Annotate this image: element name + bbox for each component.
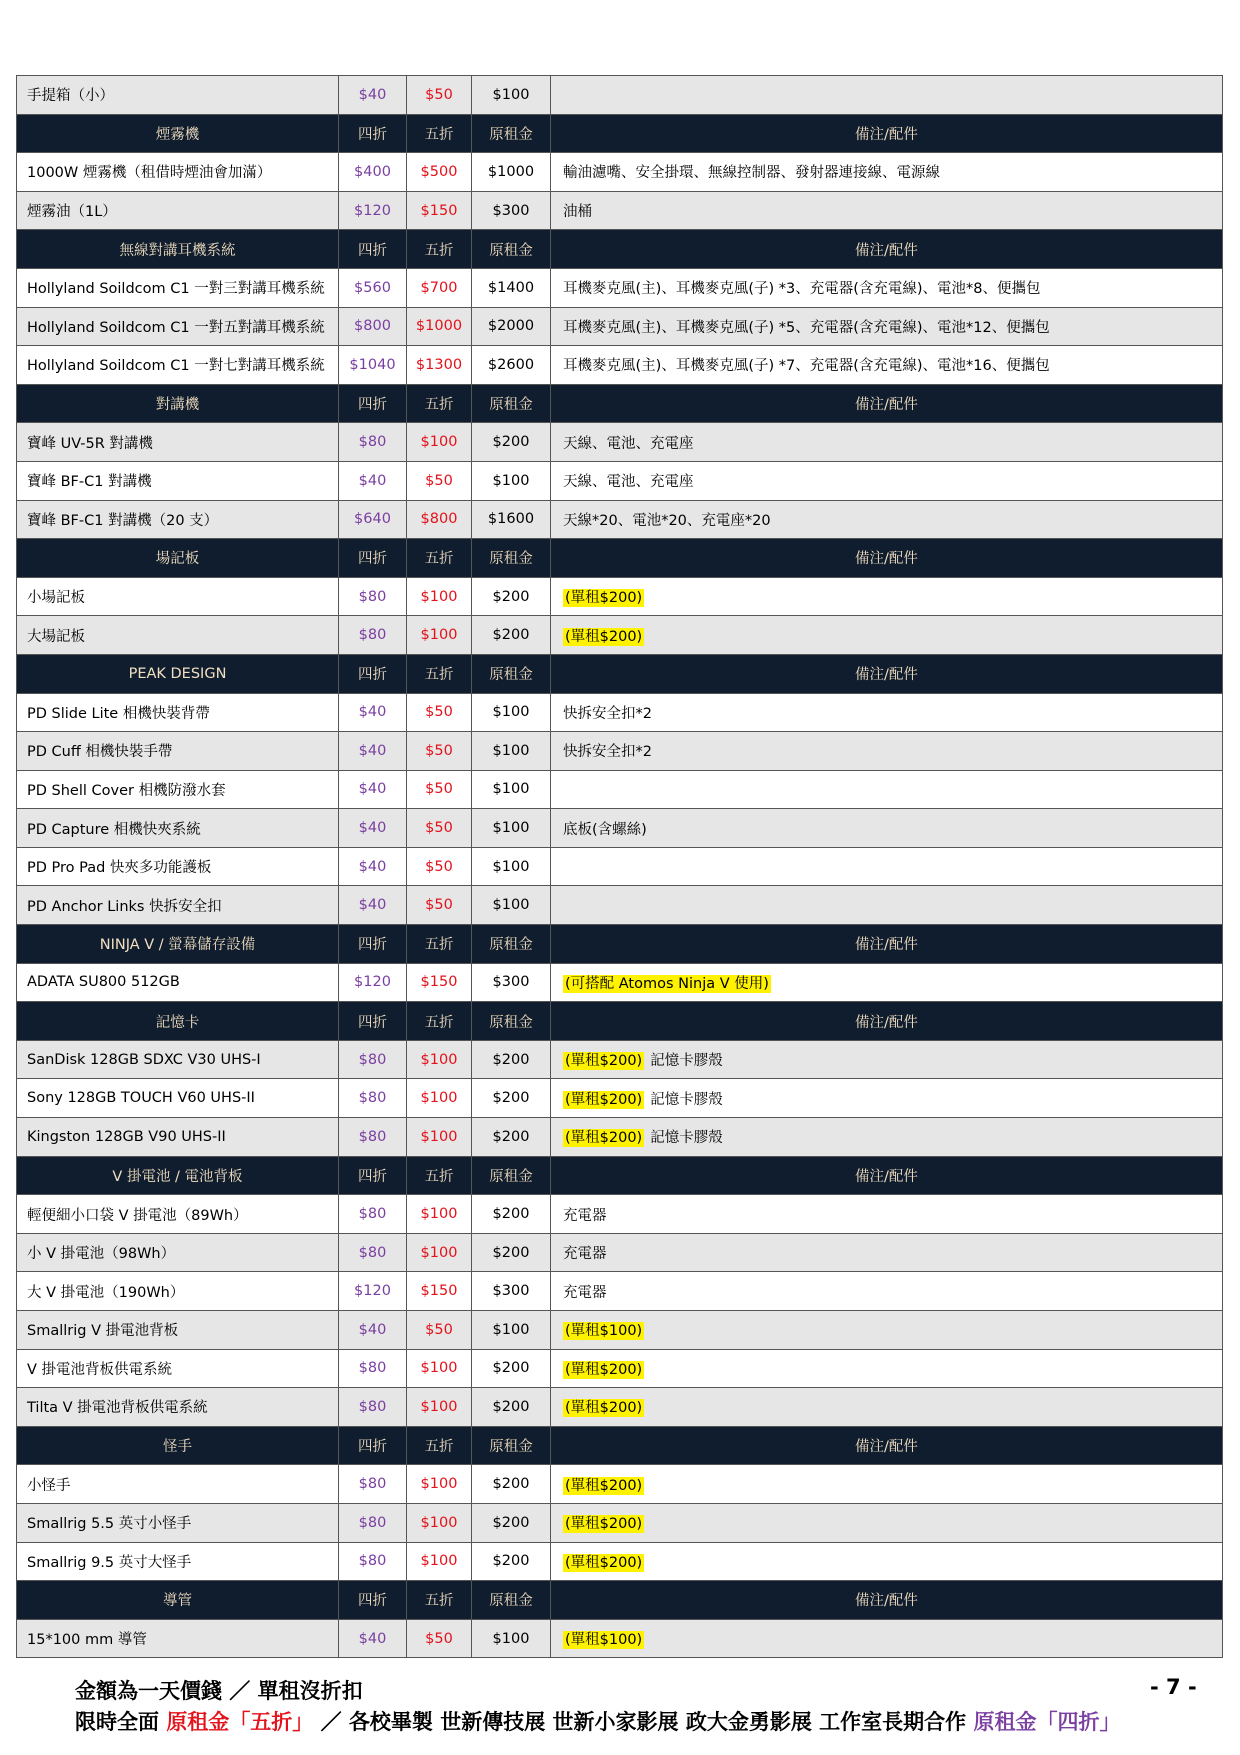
- section-title: 無線對講耳機系統: [17, 230, 339, 269]
- item-name: 寶峰 BF-C1 對講機（20 支）: [17, 500, 339, 539]
- col-header-40: 四折: [339, 1156, 407, 1195]
- price-50-percent: $100: [407, 1118, 472, 1157]
- highlight-tag: (單租$200): [565, 1091, 643, 1108]
- col-header-original: 原租金: [472, 1426, 551, 1465]
- item-name: 煙霧油（1L）: [17, 191, 339, 230]
- price-50-percent: $100: [407, 1465, 472, 1504]
- item-notes: [551, 847, 1223, 886]
- price-original: $100: [472, 693, 551, 732]
- item-name: 15*100 mm 導管: [17, 1619, 339, 1658]
- item-name: PD Cuff 相機快裝手帶: [17, 732, 339, 771]
- col-header-40: 四折: [339, 114, 407, 153]
- col-header-50: 五折: [407, 654, 472, 693]
- price-40-percent: $80: [339, 1388, 407, 1427]
- price-original: $100: [472, 770, 551, 809]
- item-name: V 掛電池背板供電系統: [17, 1349, 339, 1388]
- col-header-40: 四折: [339, 1581, 407, 1620]
- price-original: $1400: [472, 268, 551, 307]
- table-row: [17, 1272, 1223, 1311]
- item-notes: [551, 1503, 1223, 1542]
- col-header-notes: 備注/配件: [551, 384, 1223, 423]
- price-original: $100: [472, 847, 551, 886]
- section-title: 對講機: [17, 384, 339, 423]
- price-50-percent: $100: [407, 1388, 472, 1427]
- price-original: $200: [472, 1465, 551, 1504]
- price-40-percent: $80: [339, 1079, 407, 1118]
- table-row: [17, 1465, 1223, 1504]
- item-notes: [551, 1040, 1223, 1079]
- item-notes: 輸油濾嘴、安全掛環、無線控制器、發射器連接線、電源線: [551, 153, 1223, 192]
- item-notes: [551, 577, 1223, 616]
- price-40-percent: $40: [339, 1311, 407, 1350]
- price-original: $200: [472, 1079, 551, 1118]
- col-header-notes: 備注/配件: [551, 1156, 1223, 1195]
- price-original: $200: [472, 1233, 551, 1272]
- col-header-notes: 備注/配件: [551, 114, 1223, 153]
- col-header-notes: 備注/配件: [551, 230, 1223, 269]
- item-notes: 耳機麥克風(主)、耳機麥克風(子) *5、充電器(含充電線)、電池*12、便攜包: [551, 307, 1223, 346]
- section-header-row: [17, 384, 1223, 423]
- item-name: 輕便細小口袋 V 掛電池（89Wh）: [17, 1195, 339, 1234]
- item-notes: [551, 1465, 1223, 1504]
- price-40-percent: $640: [339, 500, 407, 539]
- col-header-40: 四折: [339, 230, 407, 269]
- price-40-percent: $40: [339, 886, 407, 925]
- item-notes: [551, 1118, 1223, 1157]
- col-header-40: 四折: [339, 654, 407, 693]
- item-name: ADATA SU800 512GB: [17, 963, 339, 1002]
- item-name: 小 V 掛電池（98Wh）: [17, 1233, 339, 1272]
- item-notes: [551, 1619, 1223, 1658]
- price-original: $100: [472, 1311, 551, 1350]
- item-name: PD Anchor Links 快拆安全扣: [17, 886, 339, 925]
- table-row: [17, 1118, 1223, 1157]
- item-notes: 充電器: [551, 1195, 1223, 1234]
- price-40-percent: $80: [339, 423, 407, 462]
- item-name: 寶峰 UV-5R 對講機: [17, 423, 339, 462]
- table-row: [17, 732, 1223, 771]
- price-original: $200: [472, 1040, 551, 1079]
- price-original: $100: [472, 461, 551, 500]
- price-50-percent: $100: [407, 1233, 472, 1272]
- col-header-original: 原租金: [472, 539, 551, 578]
- price-original: $200: [472, 1349, 551, 1388]
- price-40-percent: $80: [339, 577, 407, 616]
- price-40-percent: $80: [339, 1195, 407, 1234]
- item-notes: [551, 886, 1223, 925]
- price-original: $200: [472, 1503, 551, 1542]
- item-name: 寶峰 BF-C1 對講機: [17, 461, 339, 500]
- item-notes: 天線、電池、充電座: [551, 461, 1223, 500]
- item-notes: 充電器: [551, 1272, 1223, 1311]
- table-row: [17, 1619, 1223, 1658]
- item-name: 小場記板: [17, 577, 339, 616]
- price-40-percent: $560: [339, 268, 407, 307]
- price-50-percent: $100: [407, 1195, 472, 1234]
- table-row: [17, 770, 1223, 809]
- price-50-percent: $100: [407, 616, 472, 655]
- section-header-row: [17, 1156, 1223, 1195]
- table-row: [17, 1311, 1223, 1350]
- item-notes: [551, 1388, 1223, 1427]
- price-40-percent: $80: [339, 616, 407, 655]
- price-original: $200: [472, 1195, 551, 1234]
- highlight-tag: (單租$100): [565, 1632, 643, 1649]
- price-original: $1600: [472, 500, 551, 539]
- price-original: $200: [472, 423, 551, 462]
- footer-note-line1: 金額為一天價錢 ／ 單租沒折扣: [75, 1679, 363, 1703]
- section-header-row: [17, 925, 1223, 964]
- price-50-percent: $150: [407, 1272, 472, 1311]
- col-header-original: 原租金: [472, 654, 551, 693]
- item-name: 1000W 煙霧機（租借時煙油會加滿）: [17, 153, 339, 192]
- highlight-tag: (單租$200): [565, 1400, 643, 1417]
- highlight-tag: (單租$200): [565, 1477, 643, 1494]
- price-40-percent: $40: [339, 1619, 407, 1658]
- item-name: Sony 128GB TOUCH V60 UHS-II: [17, 1079, 339, 1118]
- section-title: V 掛電池 / 電池背板: [17, 1156, 339, 1195]
- table-row: [17, 1040, 1223, 1079]
- col-header-50: 五折: [407, 384, 472, 423]
- col-header-50: 五折: [407, 1581, 472, 1620]
- col-header-40: 四折: [339, 384, 407, 423]
- item-name: PD Shell Cover 相機防潑水套: [17, 770, 339, 809]
- item-notes: [551, 1542, 1223, 1581]
- item-name: Smallrig 5.5 英寸小怪手: [17, 1503, 339, 1542]
- item-notes: 耳機麥克風(主)、耳機麥克風(子) *7、充電器(含充電線)、電池*16、便攜包: [551, 346, 1223, 385]
- item-notes: [551, 1311, 1223, 1350]
- col-header-notes: 備注/配件: [551, 1581, 1223, 1620]
- highlight-tag: (單租$200): [565, 1361, 643, 1378]
- price-original: $100: [472, 76, 551, 115]
- table-row: [17, 268, 1223, 307]
- price-50-percent: $800: [407, 500, 472, 539]
- highlight-tag: (可搭配 Atomos Ninja V 使用): [565, 975, 769, 992]
- table-row: [17, 423, 1223, 462]
- col-header-40: 四折: [339, 539, 407, 578]
- table-row: [17, 76, 1223, 115]
- item-name: Smallrig 9.5 英寸大怪手: [17, 1542, 339, 1581]
- item-notes: 天線*20、電池*20、充電座*20: [551, 500, 1223, 539]
- highlight-tag: (單租$200): [565, 590, 643, 607]
- price-40-percent: $120: [339, 1272, 407, 1311]
- price-original: $2600: [472, 346, 551, 385]
- item-notes: 油桶: [551, 191, 1223, 230]
- price-50-percent: $100: [407, 1040, 472, 1079]
- price-40-percent: $80: [339, 1040, 407, 1079]
- item-notes: 耳機麥克風(主)、耳機麥克風(子) *3、充電器(含充電線)、電池*8、便攜包: [551, 268, 1223, 307]
- price-40-percent: $40: [339, 847, 407, 886]
- price-50-percent: $50: [407, 461, 472, 500]
- price-original: $300: [472, 963, 551, 1002]
- price-original: $200: [472, 616, 551, 655]
- table-row: [17, 616, 1223, 655]
- col-header-40: 四折: [339, 925, 407, 964]
- note-text: 記憶卡膠殼: [650, 1130, 723, 1147]
- price-original: $1000: [472, 153, 551, 192]
- price-50-percent: $100: [407, 1503, 472, 1542]
- item-notes: 充電器: [551, 1233, 1223, 1272]
- col-header-notes: 備注/配件: [551, 925, 1223, 964]
- price-50-percent: $150: [407, 191, 472, 230]
- footer-discount-50: 原租金「五折」: [166, 1710, 314, 1734]
- table-row: [17, 153, 1223, 192]
- page-number: - 7 -: [1150, 1675, 1197, 1699]
- col-header-40: 四折: [339, 1002, 407, 1041]
- table-row: [17, 1195, 1223, 1234]
- price-50-percent: $50: [407, 847, 472, 886]
- table-row: [17, 1388, 1223, 1427]
- item-name: Hollyland Soildcom C1 一對七對講耳機系統: [17, 346, 339, 385]
- price-50-percent: $50: [407, 886, 472, 925]
- col-header-notes: 備注/配件: [551, 539, 1223, 578]
- price-50-percent: $100: [407, 1542, 472, 1581]
- table-row: [17, 191, 1223, 230]
- price-40-percent: $40: [339, 732, 407, 771]
- table-row: [17, 1233, 1223, 1272]
- col-header-50: 五折: [407, 539, 472, 578]
- section-title: 導管: [17, 1581, 339, 1620]
- price-50-percent: $50: [407, 1311, 472, 1350]
- price-50-percent: $700: [407, 268, 472, 307]
- item-notes: [551, 770, 1223, 809]
- item-name: PD Capture 相機快夾系統: [17, 809, 339, 848]
- col-header-original: 原租金: [472, 384, 551, 423]
- price-50-percent: $1300: [407, 346, 472, 385]
- item-name: Kingston 128GB V90 UHS-II: [17, 1118, 339, 1157]
- item-notes: 快拆安全扣*2: [551, 732, 1223, 771]
- col-header-50: 五折: [407, 114, 472, 153]
- highlight-tag: (單租$200): [565, 1130, 643, 1147]
- col-header-50: 五折: [407, 230, 472, 269]
- col-header-50: 五折: [407, 1426, 472, 1465]
- table-row: [17, 1542, 1223, 1581]
- price-40-percent: $80: [339, 1233, 407, 1272]
- item-name: 手提箱（小）: [17, 76, 339, 115]
- price-40-percent: $40: [339, 693, 407, 732]
- price-50-percent: $100: [407, 423, 472, 462]
- col-header-50: 五折: [407, 1002, 472, 1041]
- price-40-percent: $40: [339, 76, 407, 115]
- col-header-notes: 備注/配件: [551, 1002, 1223, 1041]
- price-50-percent: $150: [407, 963, 472, 1002]
- highlight-tag: (單租$200): [565, 1516, 643, 1533]
- price-original: $200: [472, 1388, 551, 1427]
- item-notes: [551, 963, 1223, 1002]
- table-row: [17, 1349, 1223, 1388]
- price-40-percent: $40: [339, 770, 407, 809]
- highlight-tag: (單租$200): [565, 628, 643, 645]
- table-row: [17, 577, 1223, 616]
- section-title: 場記板: [17, 539, 339, 578]
- price-40-percent: $80: [339, 1349, 407, 1388]
- item-notes: 底板(含螺絲): [551, 809, 1223, 848]
- price-original: $300: [472, 191, 551, 230]
- price-50-percent: $50: [407, 693, 472, 732]
- item-name: Smallrig V 掛電池背板: [17, 1311, 339, 1350]
- section-header-row: [17, 539, 1223, 578]
- note-text: 記憶卡膠殼: [650, 1091, 723, 1108]
- price-original: $200: [472, 1542, 551, 1581]
- table-row: [17, 346, 1223, 385]
- item-notes: [551, 76, 1223, 115]
- section-title: PEAK DESIGN: [17, 654, 339, 693]
- table-row: [17, 500, 1223, 539]
- item-name: 小怪手: [17, 1465, 339, 1504]
- col-header-notes: 備注/配件: [551, 654, 1223, 693]
- price-40-percent: $400: [339, 153, 407, 192]
- item-name: Hollyland Soildcom C1 一對三對講耳機系統: [17, 268, 339, 307]
- price-original: $300: [472, 1272, 551, 1311]
- table-row: [17, 307, 1223, 346]
- item-notes: [551, 616, 1223, 655]
- price-50-percent: $100: [407, 1079, 472, 1118]
- price-50-percent: $50: [407, 732, 472, 771]
- price-original: $200: [472, 1118, 551, 1157]
- col-header-original: 原租金: [472, 230, 551, 269]
- section-header-row: [17, 230, 1223, 269]
- table-row: [17, 847, 1223, 886]
- price-50-percent: $50: [407, 76, 472, 115]
- table-row: [17, 1503, 1223, 1542]
- table-row: [17, 461, 1223, 500]
- item-name: 大 V 掛電池（190Wh）: [17, 1272, 339, 1311]
- col-header-50: 五折: [407, 1156, 472, 1195]
- price-original: $100: [472, 1619, 551, 1658]
- section-header-row: [17, 654, 1223, 693]
- note-text: 記憶卡膠殼: [650, 1053, 723, 1070]
- price-original: $200: [472, 577, 551, 616]
- item-name: PD Slide Lite 相機快裝背帶: [17, 693, 339, 732]
- rental-price-table: [16, 75, 1223, 1658]
- price-50-percent: $500: [407, 153, 472, 192]
- highlight-tag: (單租$100): [565, 1323, 643, 1340]
- price-50-percent: $100: [407, 1349, 472, 1388]
- price-40-percent: $80: [339, 1465, 407, 1504]
- price-40-percent: $40: [339, 809, 407, 848]
- item-notes: 快拆安全扣*2: [551, 693, 1223, 732]
- item-name: Tilta V 掛電池背板供電系統: [17, 1388, 339, 1427]
- price-40-percent: $40: [339, 461, 407, 500]
- table-row: [17, 886, 1223, 925]
- price-50-percent: $50: [407, 809, 472, 848]
- price-original: $100: [472, 732, 551, 771]
- price-50-percent: $1000: [407, 307, 472, 346]
- price-40-percent: $120: [339, 963, 407, 1002]
- item-name: PD Pro Pad 快夾多功能護板: [17, 847, 339, 886]
- footer-discount-40: 原租金「四折」: [973, 1710, 1121, 1734]
- col-header-50: 五折: [407, 925, 472, 964]
- section-header-row: [17, 1581, 1223, 1620]
- table-row: [17, 963, 1223, 1002]
- item-name: SanDisk 128GB SDXC V30 UHS-I: [17, 1040, 339, 1079]
- col-header-original: 原租金: [472, 1581, 551, 1620]
- footer-text-b: ／ 各校畢製 世新傳技展 世新小家影展 政大金勇影展 工作室長期合作: [313, 1710, 974, 1734]
- price-40-percent: $80: [339, 1503, 407, 1542]
- table-row: [17, 809, 1223, 848]
- footer-text-a: 限時全面: [75, 1710, 167, 1734]
- price-original: $100: [472, 809, 551, 848]
- price-original: $2000: [472, 307, 551, 346]
- price-40-percent: $80: [339, 1542, 407, 1581]
- col-header-40: 四折: [339, 1426, 407, 1465]
- section-title: 怪手: [17, 1426, 339, 1465]
- table-row: [17, 693, 1223, 732]
- col-header-original: 原租金: [472, 925, 551, 964]
- col-header-original: 原租金: [472, 114, 551, 153]
- col-header-original: 原租金: [472, 1002, 551, 1041]
- price-50-percent: $50: [407, 770, 472, 809]
- price-50-percent: $50: [407, 1619, 472, 1658]
- col-header-original: 原租金: [472, 1156, 551, 1195]
- section-title: NINJA V / 螢幕儲存設備: [17, 925, 339, 964]
- price-original: $100: [472, 886, 551, 925]
- price-50-percent: $100: [407, 577, 472, 616]
- highlight-tag: (單租$200): [565, 1554, 643, 1571]
- col-header-notes: 備注/配件: [551, 1426, 1223, 1465]
- section-header-row: [17, 1002, 1223, 1041]
- section-header-row: [17, 114, 1223, 153]
- section-header-row: [17, 1426, 1223, 1465]
- item-name: 大場記板: [17, 616, 339, 655]
- price-40-percent: $120: [339, 191, 407, 230]
- footer-note-line2: [75, 1706, 1121, 1736]
- table-row: [17, 1079, 1223, 1118]
- item-notes: [551, 1349, 1223, 1388]
- item-name: Hollyland Soildcom C1 一對五對講耳機系統: [17, 307, 339, 346]
- price-40-percent: $80: [339, 1118, 407, 1157]
- highlight-tag: (單租$200): [565, 1053, 643, 1070]
- section-title: 記憶卡: [17, 1002, 339, 1041]
- price-40-percent: $800: [339, 307, 407, 346]
- item-notes: [551, 1079, 1223, 1118]
- price-40-percent: $1040: [339, 346, 407, 385]
- item-notes: 天線、電池、充電座: [551, 423, 1223, 462]
- section-title: 煙霧機: [17, 114, 339, 153]
